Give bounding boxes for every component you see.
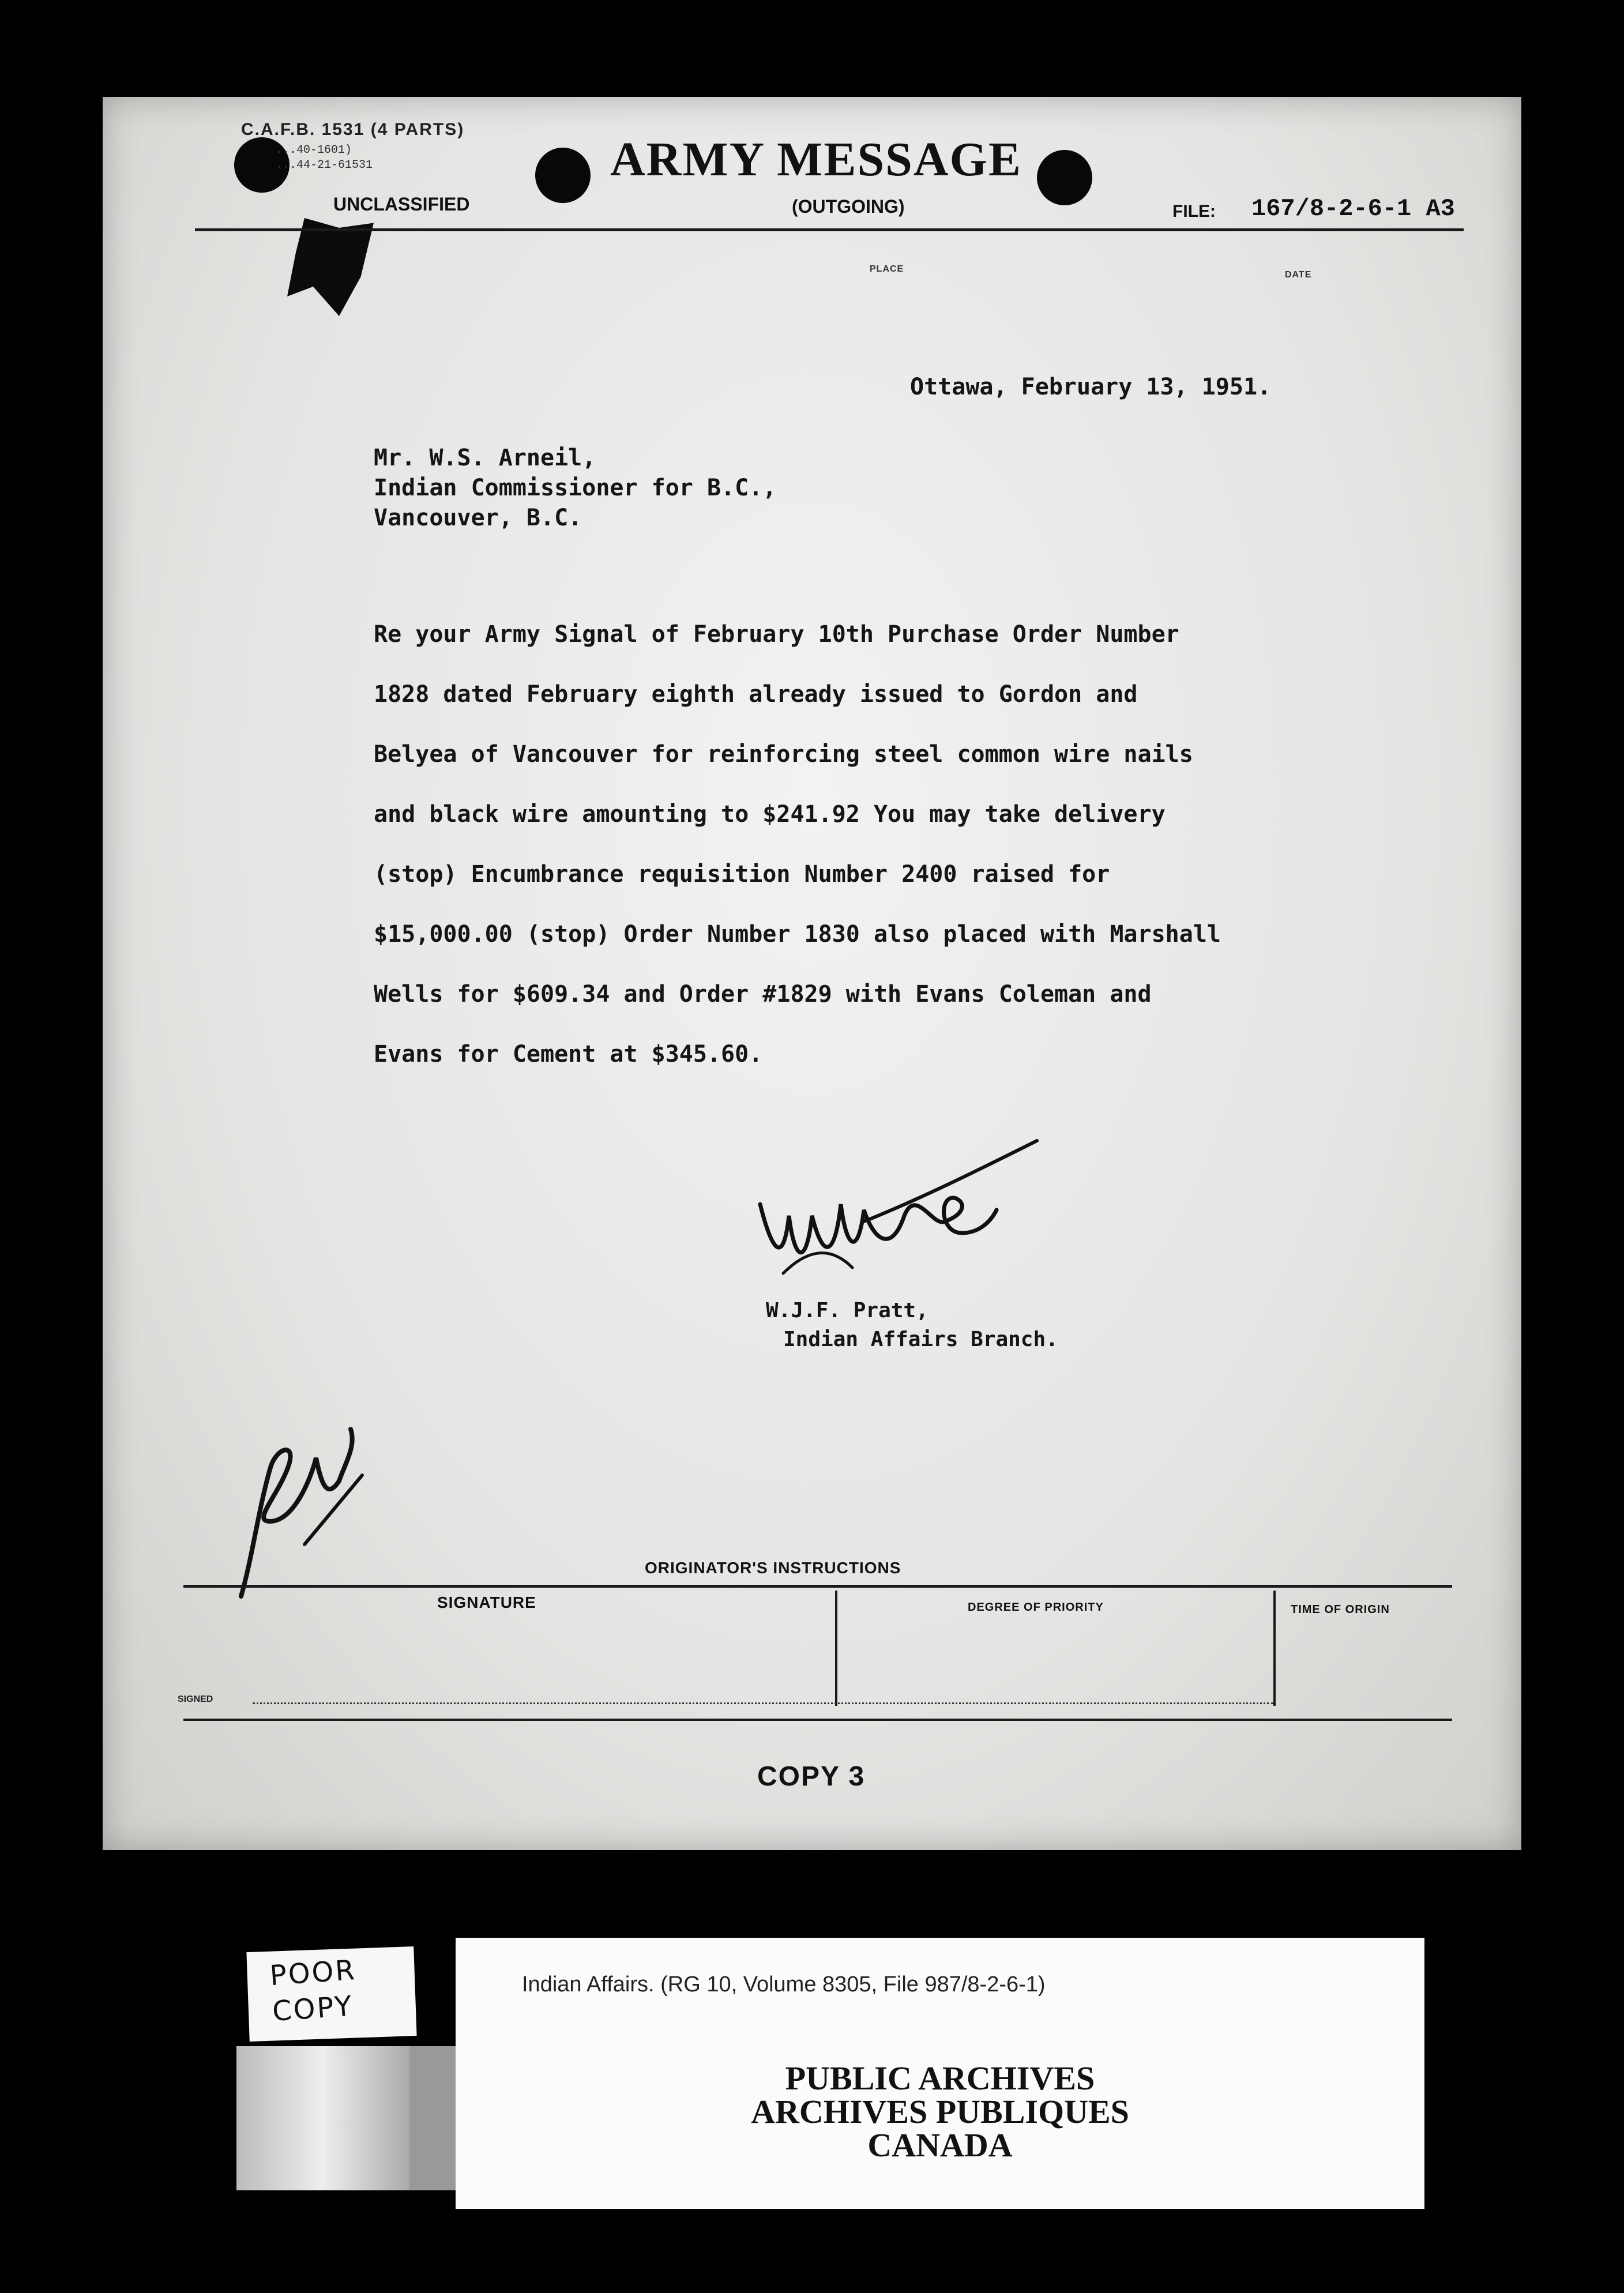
direction-label: (OUTGOING) [792,196,905,217]
dateline: Ottawa, February 13, 1951. [910,374,1272,400]
handwritten-initials [218,1394,368,1602]
body-line: Wells for $609.34 and Order #1829 with Evans Coleman and [374,981,1152,1008]
footer-column-divider [835,1591,837,1706]
poor-copy-text [269,1952,360,2029]
form-code-sub [276,143,373,173]
archive-stamp-line: ARCHIVES PUBLIQUES [751,2093,1129,2130]
priority-column-head: DEGREE OF PRIORITY [968,1601,1104,1614]
archive-stamp-line: PUBLIC ARCHIVES [785,2059,1095,2097]
addressee-line: Indian Commissioner for B.C., [374,475,777,501]
punch-hole [535,148,591,203]
signer-block [766,1296,1058,1354]
classification: UNCLASSIFIED [333,194,470,215]
poor-copy-line: POOR [269,1953,358,1993]
addressee-line: Vancouver, B.C. [374,505,582,531]
footer-column-divider [1273,1591,1276,1706]
signature-column-head: SIGNATURE [437,1593,536,1611]
header-rule [195,228,1464,231]
body-line: and black wire amounting to $241.92 You may take delivery [374,801,1166,828]
addressee-block [374,443,776,533]
footer-top-rule [183,1585,1452,1588]
archive-stamp [456,2059,1424,2164]
archive-citation: Indian Affairs. (RG 10, Volume 8305, File 987/8-2-6-1) [522,1972,1046,1997]
place-label: PLACE [870,264,904,274]
date-label: DATE [1285,270,1312,280]
poor-copy-line: COPY [271,1990,355,2028]
signer-name: W.J.F. Pratt, [766,1299,928,1322]
body-line: $15,000.00 (stop) Order Number 1830 also placed with Marshall [374,921,1221,948]
file-number: 167/8-2-6-1 A3 [1251,195,1455,223]
body-line: Belyea of Vancouver for reinforcing steel common wire nails [374,741,1193,768]
body-line: Re your Army Signal of February 10th Purchase Order Number [374,621,1179,648]
archive-stamp-line: CANADA [867,2126,1013,2164]
message-form [103,97,1521,1850]
footer-bottom-rule [183,1719,1452,1721]
file-label: FILE: [1172,202,1216,221]
body-line: (stop) Encumbrance requisition Number 2400 raised for [374,861,1110,888]
torn-corner [287,218,374,316]
copy-label: COPY 3 [757,1761,866,1792]
body-line: Evans for Cement at $345.60. [374,1041,763,1067]
addressee-line: Mr. W.S. Arneil, [374,445,596,471]
originator-instructions-label: ORIGINATOR'S INSTRUCTIONS [645,1559,901,1577]
message-body [374,604,1354,1084]
signer-branch: Indian Affairs Branch. [783,1328,1058,1351]
archive-strip-left [236,2046,409,2190]
signature-dotted-line [253,1702,1273,1704]
time-of-origin-column-head: TIME OF ORIGIN [1291,1603,1390,1616]
form-title: ARMY MESSAGE [610,133,1022,186]
form-code-sub-line: ...40-1601) [276,144,352,157]
body-line: 1828 dated February eighth already issued to Gordon and [374,681,1138,708]
handwritten-signature [749,1135,1048,1285]
punch-hole [1037,150,1092,205]
signed-label: SIGNED [178,1694,213,1704]
form-code-sub-line: ...44-21-61531 [276,159,373,172]
form-code: C.A.F.B. 1531 (4 PARTS) [241,120,465,139]
